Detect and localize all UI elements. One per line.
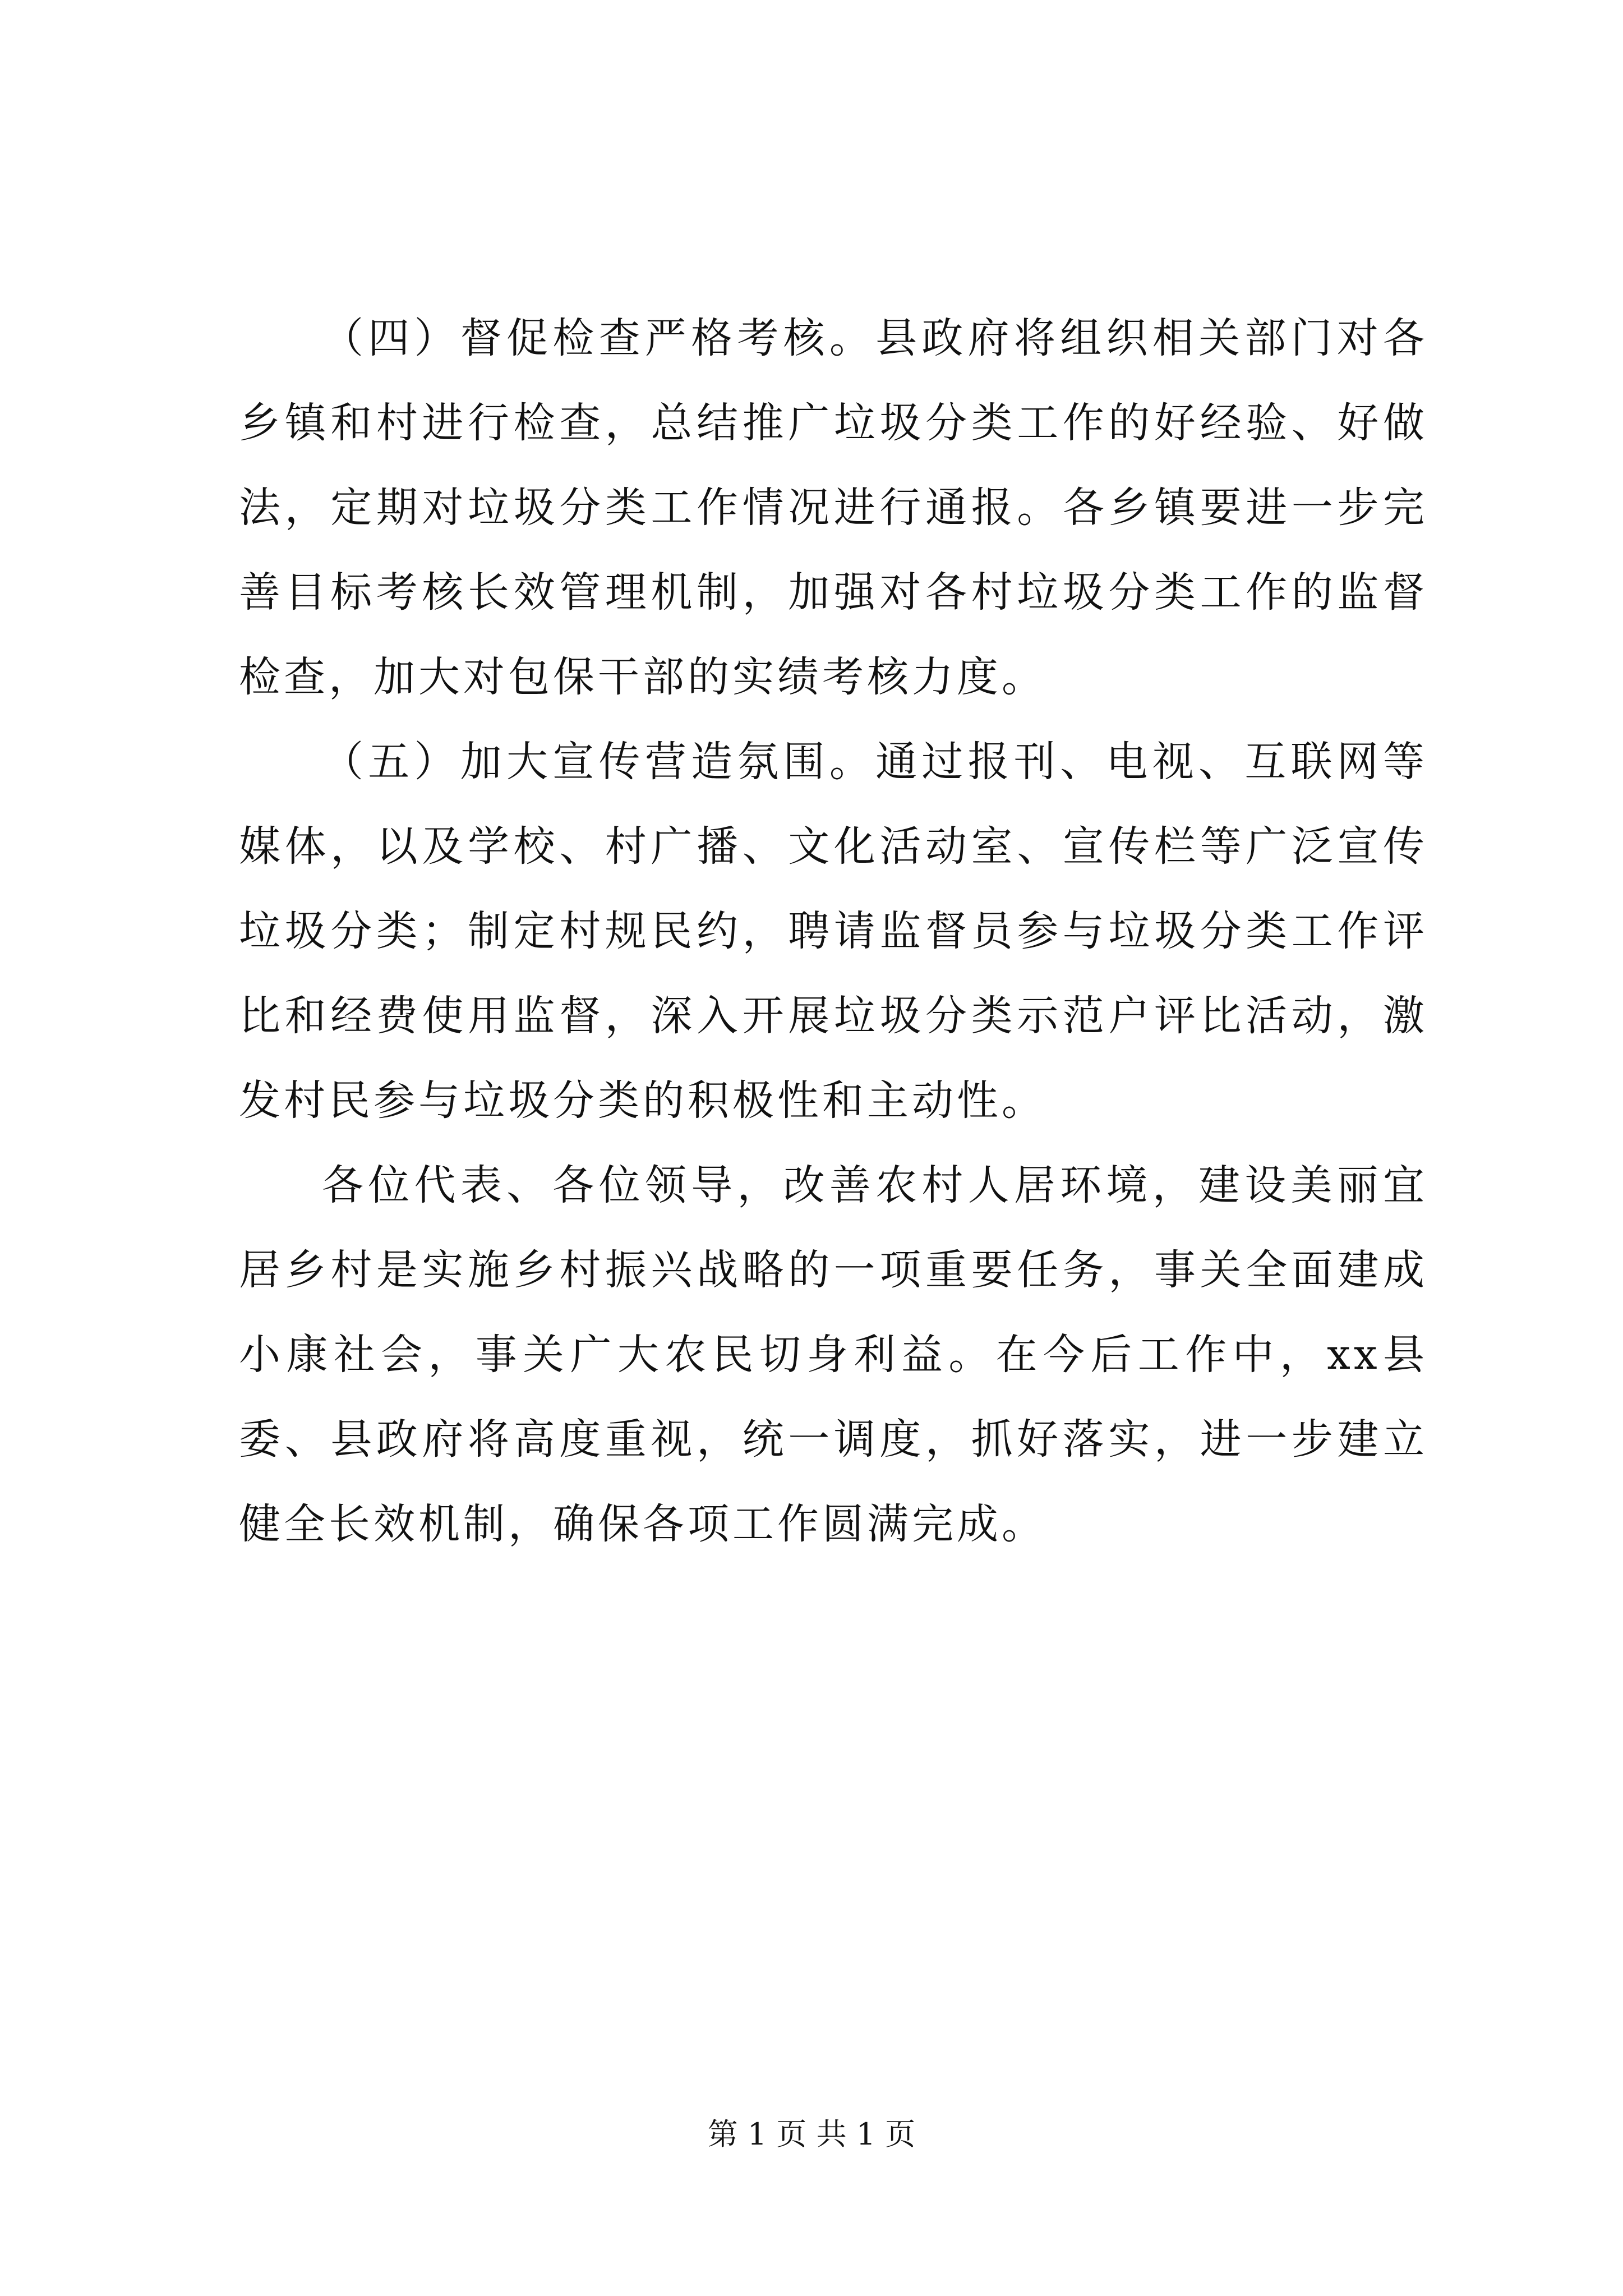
paragraph-publicity: （五）加大宣传营造氛围。通过报刊、电视、互联网等媒体，以及学校、村广播、文化活动室、宣传栏等广泛宣传垃圾分类；制定村规民约，聘请监督员参与垃圾分类工作评比和经费使用监督，深入开展垃圾分类示范户评比活动，激发村民参与垃圾分类的积极性和主动性。 (239, 738, 1428, 1125)
document-body (239, 296, 1428, 1567)
paragraph-inspection-assessment: （四）督促检查严格考核。县政府将组织相关部门对各乡镇和村进行检查，总结推广垃圾分类工作的好经验、好做法，定期对垃圾分类工作情况进行通报。各乡镇要进一步完善目标考核长效管理机制，加强对各村垃圾分类工作的监督检查，加大对包保干部的实绩考核力度。 (239, 314, 1428, 701)
paragraph-closing: 各位代表、各位领导，改善农村人居环境，建设美丽宜居乡村是实施乡村振兴战略的一项重要任务，事关全面建成小康社会，事关广大农民切身利益。在今后工作中，xx县委、县政府将高度重视，统一调度，抓好落实，进一步建立健全长效机制，确保各项工作圆满完成。 (239, 1161, 1428, 1548)
page-number-footer: 第 1 页 共 1 页 (707, 2116, 916, 2152)
